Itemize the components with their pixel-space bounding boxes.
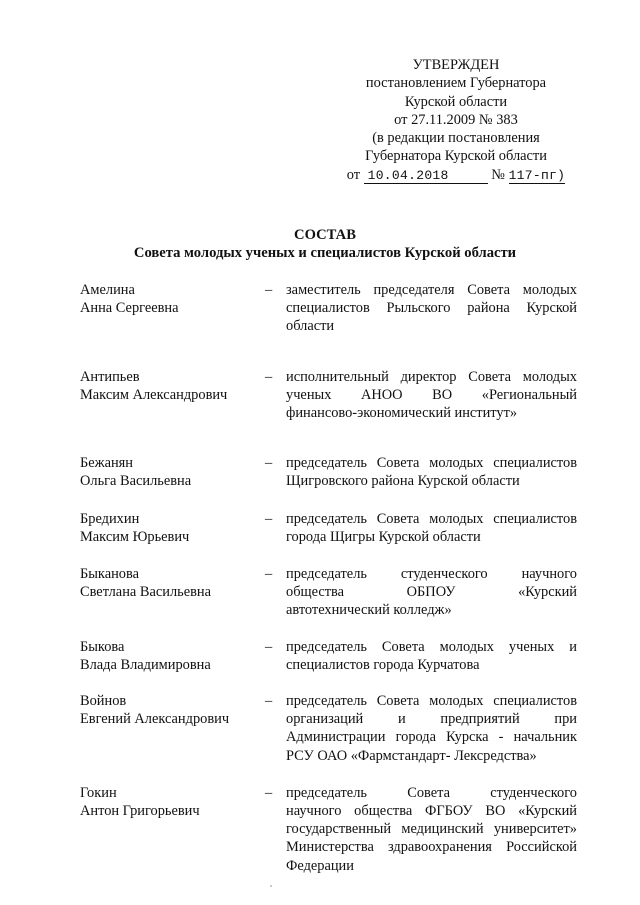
members-list bbox=[80, 281, 577, 875]
member-given-names: Максим Юрьевич bbox=[80, 528, 190, 545]
role-line: области bbox=[286, 318, 335, 335]
role-line: Щигровского района Курской области bbox=[286, 473, 520, 490]
approval-amendment-line: (в редакции постановления bbox=[372, 130, 540, 147]
member-given-names: Светлана Васильевна bbox=[80, 584, 211, 601]
member-role bbox=[286, 565, 577, 620]
member-name bbox=[80, 281, 260, 317]
member-role bbox=[286, 281, 577, 336]
member-dash: – bbox=[265, 510, 273, 527]
member-dash: – bbox=[265, 784, 273, 801]
role-line: заместитель председателя Совета молодых bbox=[286, 282, 577, 298]
member-surname: Бежанян bbox=[80, 455, 134, 472]
member-dash: – bbox=[265, 455, 273, 472]
member-name bbox=[80, 368, 260, 404]
member-surname: Войнов bbox=[80, 693, 127, 710]
member-name bbox=[80, 565, 260, 601]
member-entry bbox=[80, 565, 577, 620]
role-line: председатель Совета молодых специалистов bbox=[286, 693, 577, 710]
member-dash: – bbox=[265, 282, 273, 298]
role-line: ученых АНОО ВО «Региональный bbox=[286, 386, 577, 403]
member-given-names: Анна Сергеевна bbox=[80, 300, 179, 317]
role-line: автотехнический колледж» bbox=[286, 602, 452, 619]
member-entry bbox=[80, 510, 577, 546]
date-prefix: от bbox=[346, 166, 360, 183]
member-given-names: Влада Владимировна bbox=[80, 656, 211, 673]
title-subtitle: Совета молодых ученых и специалистов Курской области bbox=[133, 245, 517, 261]
member-dash: – bbox=[265, 693, 273, 710]
approval-amendment-date-row bbox=[330, 166, 582, 185]
member-surname: Гокин bbox=[80, 784, 117, 801]
member-surname: Антипьев bbox=[80, 368, 140, 385]
role-line: государственный медицинский университет» bbox=[286, 821, 577, 838]
approval-original-date: от 27.11.2009 № 383 bbox=[394, 111, 518, 128]
role-line: специалистов Рыльского района Курской bbox=[286, 300, 577, 317]
amendment-number: 117-пг) bbox=[508, 167, 566, 183]
member-role bbox=[286, 368, 577, 423]
member-role bbox=[286, 784, 577, 875]
member-surname: Бредихин bbox=[80, 510, 140, 527]
role-line: Федерации bbox=[286, 857, 354, 874]
member-given-names: Евгений Александрович bbox=[80, 711, 230, 728]
member-entry bbox=[80, 638, 577, 674]
member-name bbox=[80, 692, 260, 728]
member-role bbox=[286, 510, 577, 546]
member-entry bbox=[80, 281, 577, 336]
role-line: РСУ ОАО «Фармстандарт- Лексредства» bbox=[286, 747, 537, 764]
role-line: научного общества ФГБОУ ВО «Курский bbox=[286, 803, 577, 820]
member-entry bbox=[80, 368, 577, 423]
member-role bbox=[286, 692, 577, 765]
role-line: Министерства здравоохранения Российской bbox=[286, 839, 577, 856]
member-given-names: Антон Григорьевич bbox=[80, 803, 200, 820]
member-name bbox=[80, 510, 260, 546]
member-entry bbox=[80, 692, 577, 765]
title-heading: СОСТАВ bbox=[294, 227, 356, 243]
role-line: финансово-экономический институт» bbox=[286, 405, 518, 422]
approval-region-line: Курской области bbox=[404, 93, 508, 110]
role-line: председатель Совета молодых ученых и bbox=[286, 638, 577, 655]
number-prefix: № bbox=[491, 166, 505, 183]
role-line: общества ОБПОУ «Курский bbox=[286, 584, 577, 601]
member-given-names: Максим Александрович bbox=[80, 386, 228, 403]
amendment-date: 10.04.2018 bbox=[364, 169, 488, 184]
approval-decree-line: постановлением Губернатора bbox=[365, 75, 547, 92]
member-dash: – bbox=[265, 368, 273, 385]
member-entry bbox=[80, 784, 577, 875]
role-line: исполнительный директор Совета молодых bbox=[286, 368, 577, 385]
member-entry bbox=[80, 454, 577, 490]
member-name bbox=[80, 784, 260, 820]
document-title bbox=[80, 226, 570, 262]
scan-speck bbox=[270, 885, 272, 887]
member-name bbox=[80, 638, 260, 674]
member-dash: – bbox=[265, 566, 273, 583]
member-surname: Быканова bbox=[80, 566, 139, 583]
member-given-names: Ольга Васильевна bbox=[80, 473, 192, 490]
approval-heading: УТВЕРЖДЕН bbox=[412, 57, 500, 73]
approval-stamp bbox=[330, 56, 582, 185]
member-role bbox=[286, 638, 577, 674]
role-line: председатель студенческого научного bbox=[286, 566, 577, 583]
member-surname: Быкова bbox=[80, 638, 125, 655]
member-surname: Амелина bbox=[80, 282, 135, 298]
member-dash: – bbox=[265, 638, 273, 655]
role-line: специалистов города Курчатова bbox=[286, 656, 480, 673]
role-line: председатель Совета молодых специалистов bbox=[286, 510, 577, 527]
approval-governor-line: Губернатора Курской области bbox=[365, 148, 547, 165]
member-role bbox=[286, 454, 577, 490]
role-line: председатель Совета студенческого bbox=[286, 784, 577, 801]
member-name bbox=[80, 454, 260, 490]
role-line: города Щигры Курской области bbox=[286, 528, 481, 545]
role-line: Администрации города Курска - начальник bbox=[286, 729, 577, 746]
role-line: председатель Совета молодых специалистов bbox=[286, 455, 577, 472]
role-line: организаций и предприятий при bbox=[286, 711, 577, 728]
